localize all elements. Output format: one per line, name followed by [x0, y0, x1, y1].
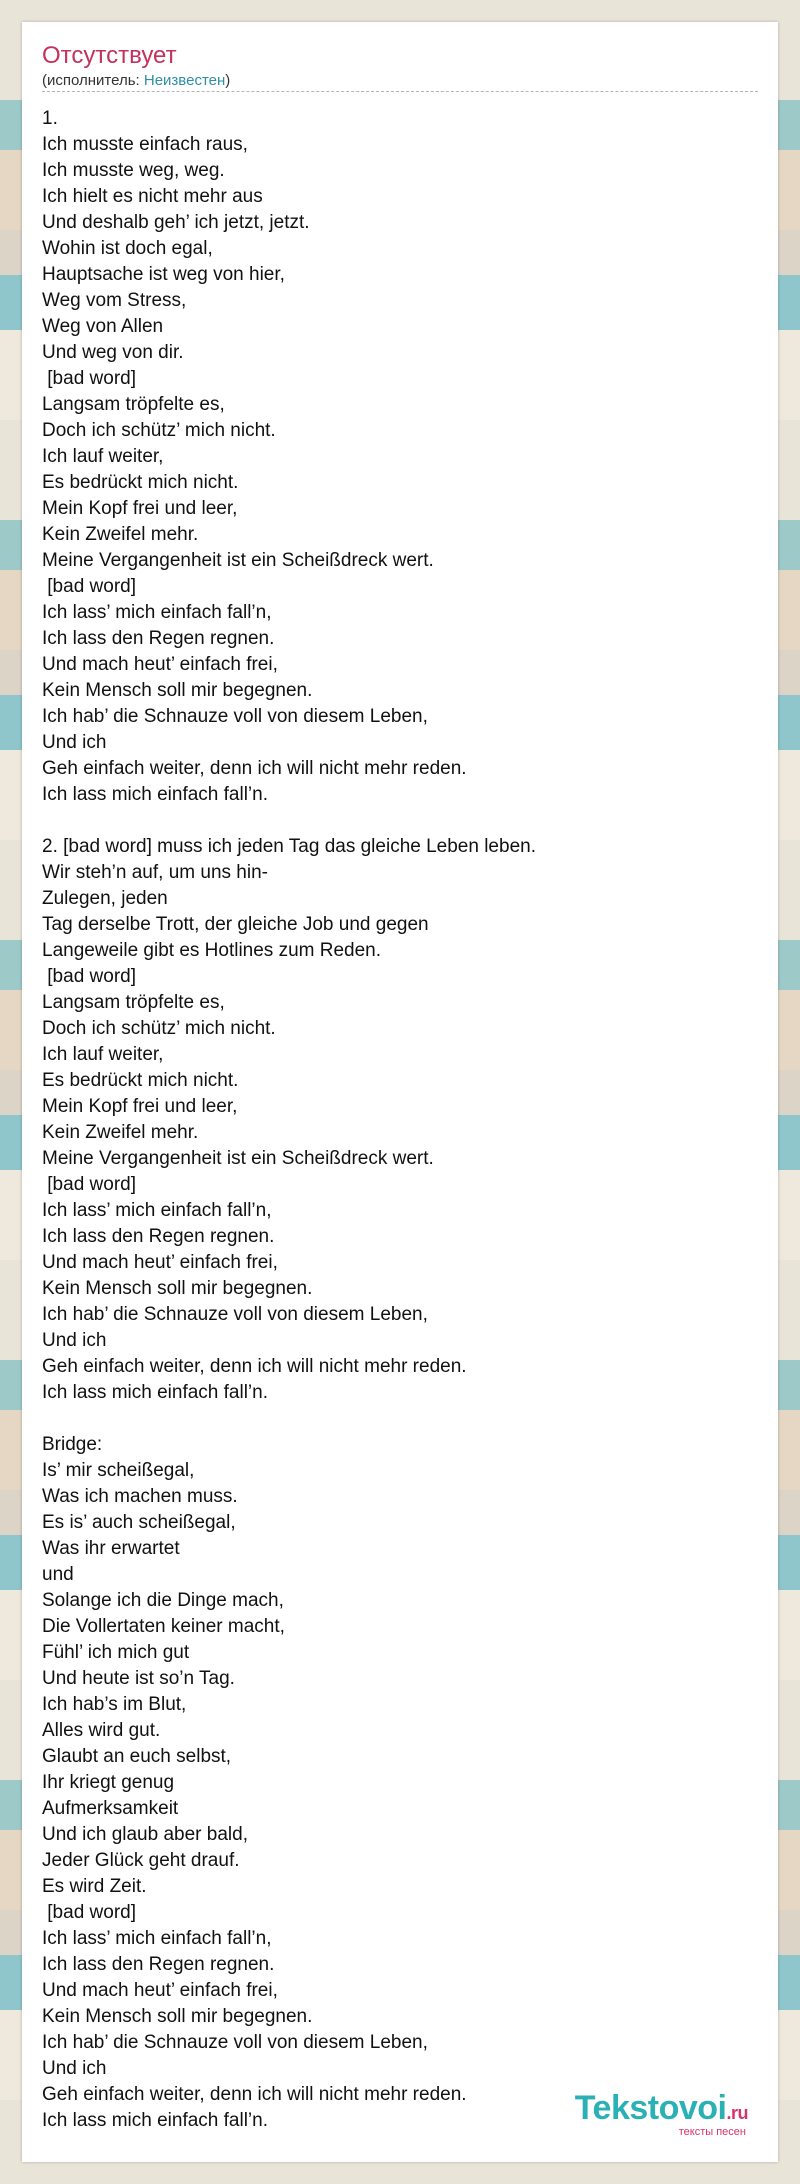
lyrics-card [22, 22, 778, 2162]
artist-prefix: (исполнитель: [42, 72, 144, 89]
logo-tld: .ru [726, 2103, 748, 2123]
logo-main-text: Tekstovoi [574, 2089, 727, 2127]
artist-line [42, 72, 230, 89]
song-title: Отсутствует [42, 42, 177, 69]
site-logo[interactable] [575, 2091, 748, 2138]
title-divider [42, 91, 758, 92]
lyrics-text: 1. Ich musste einfach raus, Ich musste weg, weg. Ich hielt es nicht mehr aus Und deshalb geh’ ich jetzt, jetzt. Wohin ist doch egal, Hauptsache ist weg von hier, Weg vom Stress, Weg von Allen Und weg von dir. [bad word] Langsam tröpfelte es, Doch ich schütz’ mich nicht. Ich lauf weiter, Es bedrückt mich nicht. Mein Kopf frei und leer, Kein Zweifel mehr. Meine Vergangenheit ist ein Scheißdreck wert. [bad word] Ich lass’ mich einfach fall’n, Ich lass den Regen regnen. Und mach heut’ einfach frei, Kein Mensch soll mir begegnen. Ich hab’ die Schnauze voll von diesem Leben, Und ich Geh einfach weiter, denn ich will nicht mehr reden. Ich lass mich einfach fall’n. 2. [bad word] muss ich jeden Tag das gleiche Leben leben. Wir steh’n auf, um uns hin- Zulegen, jeden Tag derselbe Trott, der gleiche Job und gegen Langeweile gibt es Hotlines zum Reden. [bad word] Langsam tröpfelte es, Doch ich schütz’ mich nicht. Ich lauf weiter, Es bedrückt mich nicht. Mein Kopf frei und leer, Kein Zweifel mehr. Meine Vergangenheit ist ein Scheißdreck wert. [bad word] Ich lass’ mich einfach fall’n, Ich lass den Regen regnen. Und mach heut’ einfach frei, Kein Mensch soll mir begegnen. Ich hab’ die Schnauze voll von diesem Leben, Und ich Geh einfach weiter, denn ich will nicht mehr reden. Ich lass mich einfach fall’n. Bridge: Is’ mir scheißegal, Was ich machen muss. Es is’ auch scheißegal, Was ihr erwartet und Solange ich die Dinge mach, Die Vollertaten keiner macht, Fühl’ ich mich gut Und heute ist so’n Tag. Ich hab’s im Blut, Alles wird gut. Glaubt an euch selbst, Ihr kriegt genug Aufmerksamkeit Und ich glaub aber bald, Jeder Glück geht drauf. Es wird Zeit. [bad word] Ich lass’ mich einfach fall’n, Ich lass den Regen regnen. Und mach heut’ einfach frei, Kein Mensch soll mir begegnen. Ich hab’ die Schnauze voll von diesem Leben, Und ich Geh einfach weiter, denn ich will nicht mehr reden. Ich lass mich einfach fall’n. [42, 108, 536, 2131]
artist-suffix: ) [225, 72, 231, 89]
logo-tagline: тексты песен [678, 2126, 746, 2138]
artist-link[interactable]: Неизвестен [143, 72, 226, 89]
